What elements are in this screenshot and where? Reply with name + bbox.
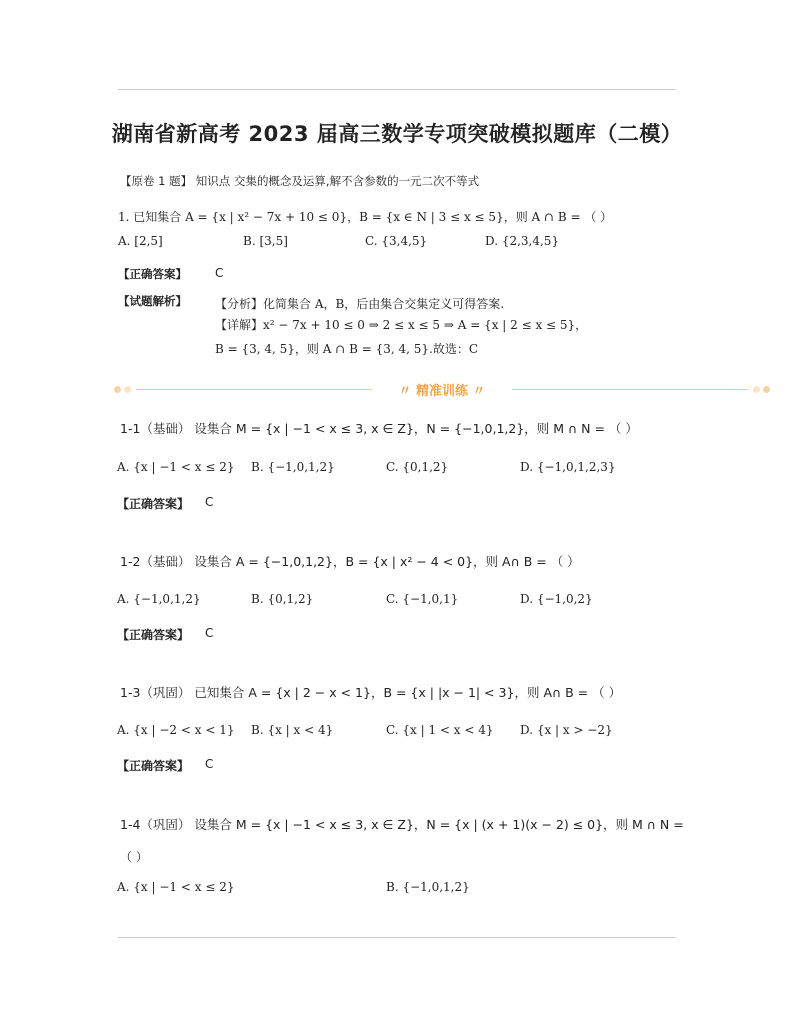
problem-1-1-option-b: B. {−1,0,1,2} (251, 460, 335, 474)
original-option-a: A. [2,5] (118, 234, 163, 248)
original-answer: C (215, 266, 224, 280)
problem-1-2-option-d: D. {−1,0,2} (520, 592, 593, 606)
original-analysis-line-1: 【分析】化简集合 A，B，后由集合交集定义可得答案. (215, 297, 505, 311)
original-question: 1. 已知集合 A = {x | x² − 7x + 10 ≤ 0}，B = {x ∈ N | 3 ≤ x ≤ 5}，则 A ∩ B = （ ） (118, 210, 613, 224)
problem-1-1-answer-label: 【正确答案】 (117, 497, 190, 511)
problem-1-3-answer-label: 【正确答案】 (117, 759, 190, 773)
problem-1-2-answer-label: 【正确答案】 (117, 628, 190, 642)
problem-1-1-stem: 1-1（基础） 设集合 M = {x | −1 < x ≤ 3, x ∈ Z}，N = {−1,0,1,2}，则 M ∩ N = （ ） (120, 421, 638, 436)
original-analysis-line-2: 【详解】x² − 7x + 10 ≤ 0 ⇒ 2 ≤ x ≤ 5 ⇒ A = {x | 2 ≤ x ≤ 5}， (215, 318, 588, 332)
original-option-b: B. [3,5] (243, 234, 288, 248)
original-analysis-line-3: B = {3, 4, 5}，则 A ∩ B = {3, 4, 5}.故选：C (215, 342, 479, 356)
problem-1-3-option-d: D. {x | x > −2} (520, 723, 613, 737)
section-label: 〃 精准训练 〃 (388, 384, 495, 399)
problem-1-4-option-b: B. {−1,0,1,2} (386, 880, 470, 894)
problem-1-3-option-b: B. {x | x < 4} (251, 723, 334, 737)
problem-1-2-option-c: C. {−1,0,1} (386, 592, 459, 606)
bottom-rule (118, 937, 676, 938)
original-option-c: C. {3,4,5} (365, 234, 428, 248)
problem-1-4-stem-tail: （ ） (120, 850, 148, 864)
problem-1-4-stem: 1-4（巩固） 设集合 M = {x | −1 < x ≤ 3, x ∈ Z}，N = {x | (x + 1)(x − 2) ≤ 0}，则 M ∩ N = (120, 817, 684, 832)
problem-1-1-answer: C (205, 495, 214, 509)
problem-1-2-stem: 1-2（基础） 设集合 A = {−1,0,1,2}，B = {x | x² − 4 < 0}，则 A∩ B = （ ） (120, 554, 580, 569)
original-analysis-label: 【试题解析】 (118, 294, 187, 308)
problem-1-2-answer: C (205, 626, 214, 640)
problem-1-1-option-c: C. {0,1,2} (386, 460, 449, 474)
section-divider (112, 380, 772, 400)
top-rule (118, 89, 676, 90)
problem-1-4-option-a: A. {x | −1 < x ≤ 2} (117, 880, 235, 894)
problem-1-2-option-a: A. {−1,0,1,2} (117, 592, 201, 606)
problem-1-3-option-c: C. {x | 1 < x < 4} (386, 723, 494, 737)
original-option-d: D. {2,3,4,5} (485, 234, 560, 248)
original-header: 【原卷 1 题】 知识点 交集的概念及运算,解不含参数的一元二次不等式 (120, 174, 480, 188)
problem-1-3-stem: 1-3（巩固） 已知集合 A = {x | 2 − x < 1}，B = {x | |x − 1| < 3}，则 A∩ B = （ ） (120, 685, 622, 700)
problem-1-3-answer: C (205, 757, 214, 771)
page-title: 湖南省新高考 2023 届高三数学专项突破模拟题库（二模） (111, 122, 683, 146)
problem-1-3-option-a: A. {x | −2 < x < 1} (117, 723, 235, 737)
problem-1-2-option-b: B. {0,1,2} (251, 592, 314, 606)
original-answer-label: 【正确答案】 (118, 267, 187, 281)
problem-1-1-option-d: D. {−1,0,1,2,3} (520, 460, 616, 474)
problem-1-1-option-a: A. {x | −1 < x ≤ 2} (117, 460, 235, 474)
